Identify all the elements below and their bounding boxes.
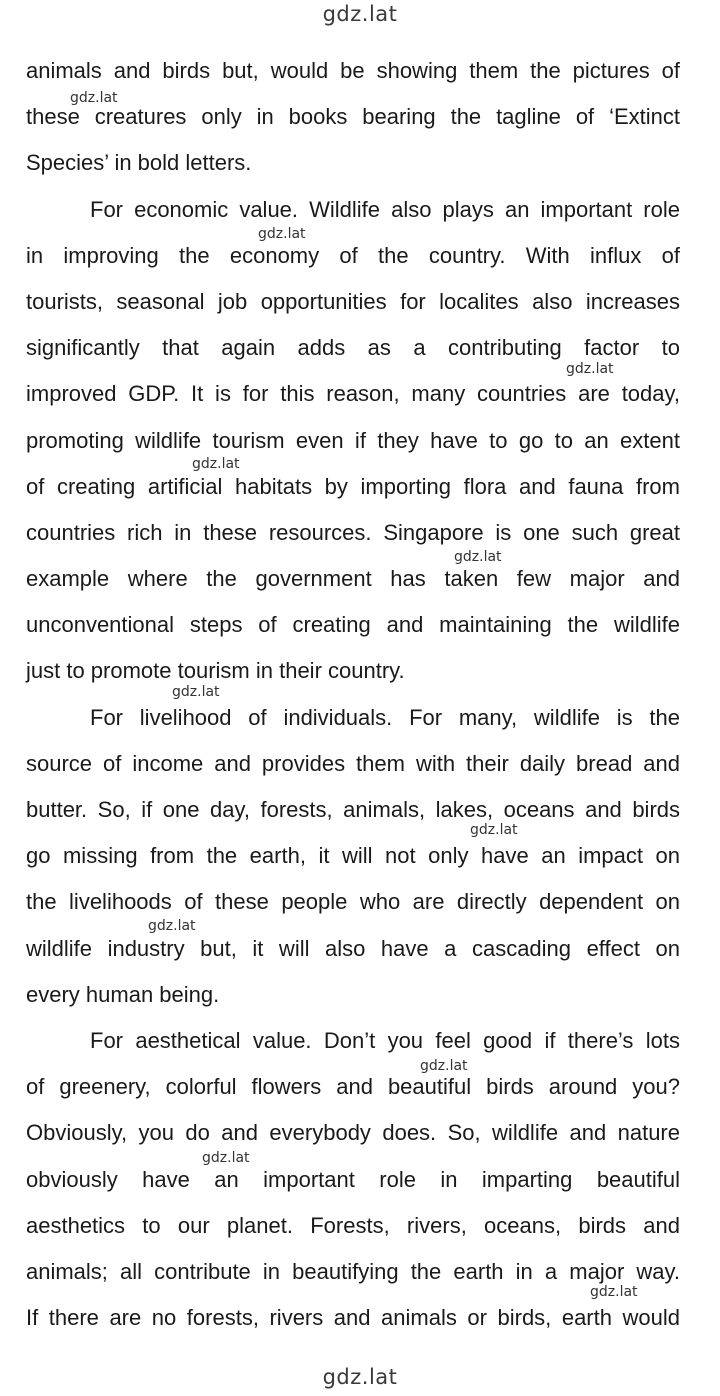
paragraph-start-economic-value: For economic value. Wildlife also plays an important role <box>90 196 680 222</box>
watermark-stamp: gdz.lat <box>454 549 502 565</box>
text-line: promoting wildlife tourism even if they have to go to an extent <box>26 427 680 453</box>
watermark-stamp: gdz.lat <box>420 1058 468 1074</box>
text-line: If there are no forests, rivers and animals or birds, earth would <box>26 1305 680 1331</box>
text-line: improved GDP. It is for this reason, many countries are today, <box>26 381 680 407</box>
text-line: animals; all contribute in beautifying the earth in a major way. <box>26 1258 680 1284</box>
text-line: animals and birds but, would be showing them the pictures of <box>26 58 680 83</box>
text-line: obviously have an important role in imparting beautiful <box>26 1166 680 1192</box>
footer-watermark: gdz.lat <box>322 1365 398 1389</box>
watermark-stamp: gdz.lat <box>202 1150 250 1166</box>
text-line: Obviously, you do and everybody does. So, wildlife and nature <box>26 1120 680 1146</box>
text-line: countries rich in these resources. Singapore is one such great <box>26 519 680 545</box>
text-line: every human being. <box>26 981 220 1007</box>
watermark-stamp: gdz.lat <box>258 226 306 242</box>
text-line: of greenery, colorful flowers and beautiful birds around you? <box>26 1074 680 1100</box>
text-line: significantly that again adds as a contributing factor to <box>26 335 680 361</box>
text-line: go missing from the earth, it will not only have an impact on <box>26 843 680 869</box>
watermark-stamp: gdz.lat <box>566 361 614 377</box>
watermark-stamp: gdz.lat <box>172 684 220 700</box>
watermark-stamp: gdz.lat <box>470 822 518 838</box>
watermark-stamp: gdz.lat <box>590 1284 638 1300</box>
watermark-stamp: gdz.lat <box>70 90 118 106</box>
text-line: tourists, seasonal job opportunities for localites also increases <box>26 288 680 314</box>
text-line: example where the government has taken few major and <box>26 566 680 592</box>
watermark-stamp: gdz.lat <box>192 456 240 472</box>
text-line: these creatures only in books bearing the tagline of ‘Extinct <box>26 104 680 130</box>
paragraph-start-aesthetical-value: For aesthetical value. Don’t you feel good if there’s lots <box>90 1027 680 1053</box>
text-line: unconventional steps of creating and maintaining the wildlife <box>26 612 680 638</box>
watermark-stamp: gdz.lat <box>148 918 196 934</box>
header-watermark: gdz.lat <box>322 2 398 26</box>
text-line: of creating artificial habitats by importing flora and fauna from <box>26 473 680 499</box>
document-body <box>26 48 680 1341</box>
text-line: aesthetics to our planet. Forests, rivers, oceans, birds and <box>26 1212 680 1238</box>
text-line: just to promote tourism in their country. <box>26 658 405 684</box>
text-line: butter. So, if one day, forests, animals, lakes, oceans and birds <box>26 797 680 822</box>
text-line: the livelihoods of these people who are directly dependent on <box>26 889 680 915</box>
text-line: wildlife industry but, it will also have a cascading effect on <box>26 935 680 961</box>
paragraph-start-livelihood: For livelihood of individuals. For many, wildlife is the <box>90 704 680 730</box>
text-line: Species’ in bold letters. <box>26 150 252 176</box>
text-line: in improving the economy of the country. With influx of <box>26 242 680 268</box>
text-line: source of income and provides them with their daily bread and <box>26 750 680 776</box>
